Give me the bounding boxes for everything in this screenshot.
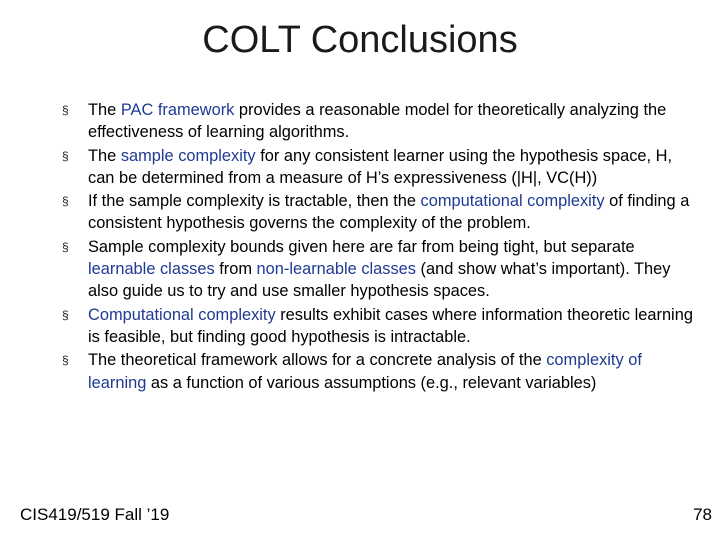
- bullet-marker-icon: §: [62, 353, 69, 368]
- bullet-marker-icon: §: [62, 103, 69, 117]
- bullet-marker-icon: §: [62, 194, 69, 209]
- bullet-text: provides a reasonable model for theoretically analyzing the effectiveness of learning algorithms.: [88, 101, 667, 142]
- bullet-marker-icon: §: [62, 239, 69, 254]
- course-footer: CIS419/519 Fall ’19: [20, 505, 170, 524]
- bullet-item: [62, 349, 698, 394]
- bullet-item: [62, 145, 698, 190]
- bullet-text: The: [88, 146, 121, 165]
- page-number: 78: [693, 505, 712, 524]
- bullet-text: as a function of various assumptions (e.g., relevant variables): [146, 373, 597, 392]
- bullet-marker-icon: §: [62, 307, 69, 322]
- bullet-item: [62, 304, 698, 349]
- bullet-list: [62, 99, 698, 395]
- bullet-text: The: [88, 101, 121, 119]
- bullet-item: [62, 190, 698, 235]
- bullet-text: from: [214, 260, 257, 279]
- bullet-text: for any consistent learner using the hypothesis space, H, can be determined from a measure of H’s expressiveness (|H|, VC(H)): [88, 146, 673, 187]
- bullet-text: of finding a consistent hypothesis governs the complexity of the problem.: [88, 192, 690, 233]
- highlighted-term: computational complexity: [420, 192, 605, 211]
- bullet-text: (and show what’s important). They also guide us to try and use smaller hypothesis spaces.: [88, 260, 671, 301]
- bullet-marker-icon: §: [62, 148, 69, 163]
- highlighted-term: non-learnable classes: [256, 260, 416, 279]
- slide-title: COLT Conclusions: [202, 19, 518, 61]
- bullet-item: [62, 236, 698, 303]
- bullet-text: If the sample complexity is tractable, then the: [88, 192, 421, 211]
- highlighted-term: Computational complexity: [88, 305, 276, 324]
- bullet-text: results exhibit cases where information theoretic learning is feasible, but finding good hypothesis is intractable.: [88, 305, 693, 346]
- highlighted-term: PAC framework: [120, 101, 235, 119]
- highlighted-term: complexity of learning: [88, 351, 642, 392]
- bullet-text: The theoretical framework allows for a concrete analysis of the: [88, 351, 547, 370]
- highlighted-term: sample complexity: [120, 146, 256, 165]
- bullet-text: Sample complexity bounds given here are far from being tight, but separate: [88, 237, 635, 256]
- bullet-item: [62, 99, 698, 144]
- highlighted-term: learnable classes: [88, 260, 215, 279]
